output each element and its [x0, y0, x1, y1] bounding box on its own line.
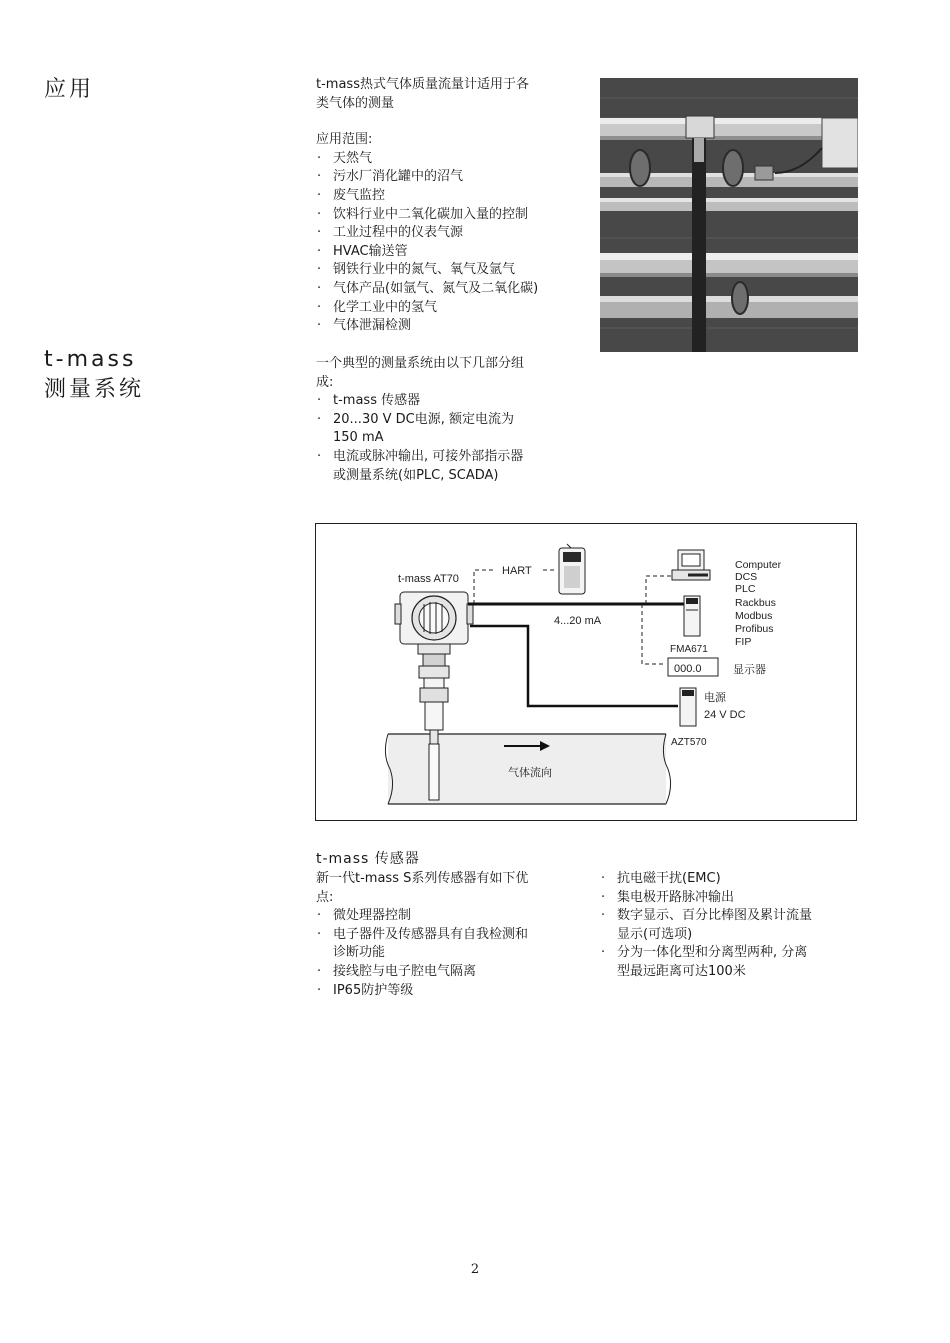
- list-item: · 电子器件及传感器具有自我检测和 诊断功能: [316, 926, 586, 963]
- power-label: 电源: [704, 692, 726, 704]
- list-item: · 电流或脉冲输出, 可接外部指示器 或测量系统(如PLC, SCADA): [316, 448, 586, 485]
- sensor-right-block: [600, 870, 862, 982]
- sensor-right-list: [600, 870, 862, 982]
- list-item: · 污水厂消化罐中的沼气: [316, 168, 586, 187]
- sensor-left-block: [316, 870, 586, 1000]
- display-value: 000.0: [674, 663, 702, 675]
- sensor-title: t-mass 传感器: [316, 851, 420, 867]
- system-intro-line1: 一个典型的测量系统由以下几部分组: [316, 356, 525, 371]
- diagram-canvas: [316, 524, 856, 820]
- application-intro-line2: 类气体的测量: [316, 95, 395, 111]
- list-item: · 20...30 V DC电源, 额定电流为 150 mA: [316, 411, 586, 448]
- computer-list-item: Computer: [735, 559, 782, 571]
- fma671-module-icon: [684, 596, 700, 636]
- computer-list-item: Rackbus: [735, 597, 776, 609]
- flow-label: 气体流向: [508, 767, 552, 779]
- list-item: · 饮料行业中二氧化碳加入量的控制: [316, 206, 586, 225]
- current-label: 4...20 mA: [554, 615, 602, 627]
- list-item: · 微处理器控制: [316, 907, 586, 926]
- list-item: · 分为一体化型和分离型两种, 分离 型最远距离可达100米: [600, 944, 862, 981]
- sensor-intro-line1: 新一代t-mass S系列传感器有如下优: [316, 871, 529, 886]
- list-item: · 气体泄漏检测: [316, 317, 586, 336]
- list-item: · 钢铁行业中的氮气、氧气及氩气: [316, 261, 586, 280]
- computer-list-item: FIP: [735, 636, 752, 648]
- display-label: 显示器: [733, 664, 766, 676]
- device-label: t-mass AT70: [398, 573, 459, 585]
- handheld-terminal-icon: [559, 544, 585, 594]
- list-item: · 化学工业中的氢气: [316, 299, 586, 318]
- list-item: · 抗电磁干扰(EMC): [600, 870, 862, 889]
- list-item: · 废气监控: [316, 187, 586, 206]
- system-list: [316, 392, 586, 485]
- heading-measurement-system-line2: 测量系统: [44, 377, 145, 402]
- sensor-left-list: [316, 907, 586, 1000]
- sensor-intro-line2: 点:: [316, 889, 334, 905]
- power-line: [470, 626, 678, 706]
- application-range-label: 应用范围:: [316, 132, 373, 148]
- list-item: · 天然气: [316, 150, 586, 169]
- system-text-block: [316, 355, 586, 485]
- list-item: · t-mass 传感器: [316, 392, 586, 411]
- fma-label: FMA671: [670, 644, 708, 655]
- computer-list-item: Modbus: [735, 610, 773, 622]
- heading-measurement-system: [44, 345, 144, 405]
- azt-label: AZT570: [671, 737, 707, 748]
- computer-list-item: PLC: [735, 583, 756, 595]
- list-item: · IP65防护等级: [316, 982, 586, 1001]
- list-item: · 集电极开路脉冲输出: [600, 889, 862, 908]
- computer-list-item: DCS: [735, 571, 758, 583]
- heading-application: 应用: [44, 77, 95, 102]
- page-number: 2: [470, 1262, 480, 1277]
- power-supply-icon: [680, 688, 696, 726]
- system-intro-line2: 成:: [316, 374, 334, 390]
- application-list: [316, 150, 586, 336]
- power-voltage-label: 24 V DC: [704, 709, 746, 721]
- application-intro-line1: t-mass热式气体质量流量计适用于各: [316, 77, 529, 92]
- heading-measurement-system-line1: t-mass: [44, 347, 137, 372]
- computer-icon: [672, 550, 710, 580]
- application-text-block: [316, 76, 586, 336]
- list-item: · 接线腔与电子腔电气隔离: [316, 963, 586, 982]
- list-item: · 气体产品(如氩气、氮气及二氧化碳): [316, 280, 586, 299]
- installation-photo: [600, 78, 858, 352]
- hart-label: HART: [502, 565, 532, 577]
- computer-list-item: Profibus: [735, 623, 774, 635]
- list-item: · HVAC输送管: [316, 243, 586, 262]
- computer-list: [735, 559, 782, 648]
- list-item: · 数字显示、百分比棒图及累计流量 显示(可选项): [600, 907, 862, 944]
- measurement-system-diagram: [315, 523, 857, 821]
- list-item: · 工业过程中的仪表气源: [316, 224, 586, 243]
